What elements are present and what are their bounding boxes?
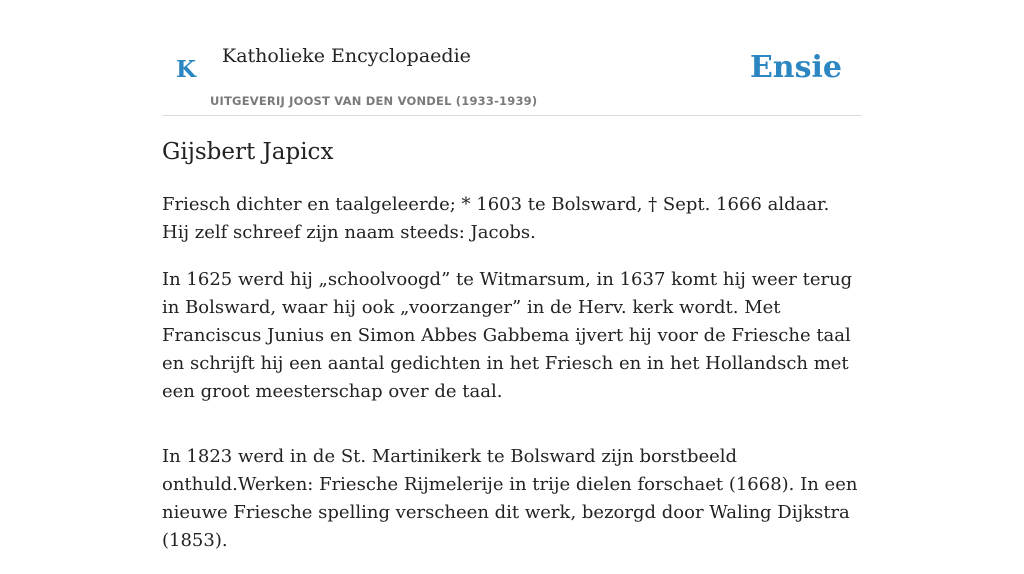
- article-paragraph: In 1823 werd in de St. Martinikerk te Bolsward zijn borstbeeld onthuld.Werken: Friesche Rijmelerije in trije dielen forschaet (1668). In een nieuwe Friesche spelling verscheen dit werk, bezorgd door Waling Dijkstra (1853).: [162, 446, 858, 551]
- ensie-brand-link[interactable]: Ensie: [749, 50, 842, 85]
- site-header: [162, 0, 862, 116]
- article-paragraph: Friesch dichter en taalgeleerde; * 1603 te Bolsward, † Sept. 1666 aldaar. Hij zelf schreef zijn naam steeds: Jacobs.: [162, 194, 830, 243]
- article-paragraph: In 1625 werd hij „schoolvoogd” te Witmarsum, in 1637 komt hij weer terug in Bolsward, waar hij ook „voorzanger” in de Herv. kerk wordt. Met Franciscus Junius en Simon Abbes Gabbema ijvert hij voor de Friesche taal en schrijft hij een aantal gedichten in het Friesch en in het Hollandsch met een groot meesterschap over de taal.: [162, 269, 853, 402]
- article-body: [162, 191, 862, 574]
- article-title: Gijsbert Japicx: [162, 139, 334, 165]
- encyclopedia-logo[interactable]: K: [176, 56, 196, 83]
- publisher-subtitle: UITGEVERIJ JOOST VAN DEN VONDEL (1933-1939): [210, 94, 538, 108]
- encyclopedia-title[interactable]: Katholieke Encyclopaedie: [222, 45, 471, 67]
- main-container: [162, 0, 862, 551]
